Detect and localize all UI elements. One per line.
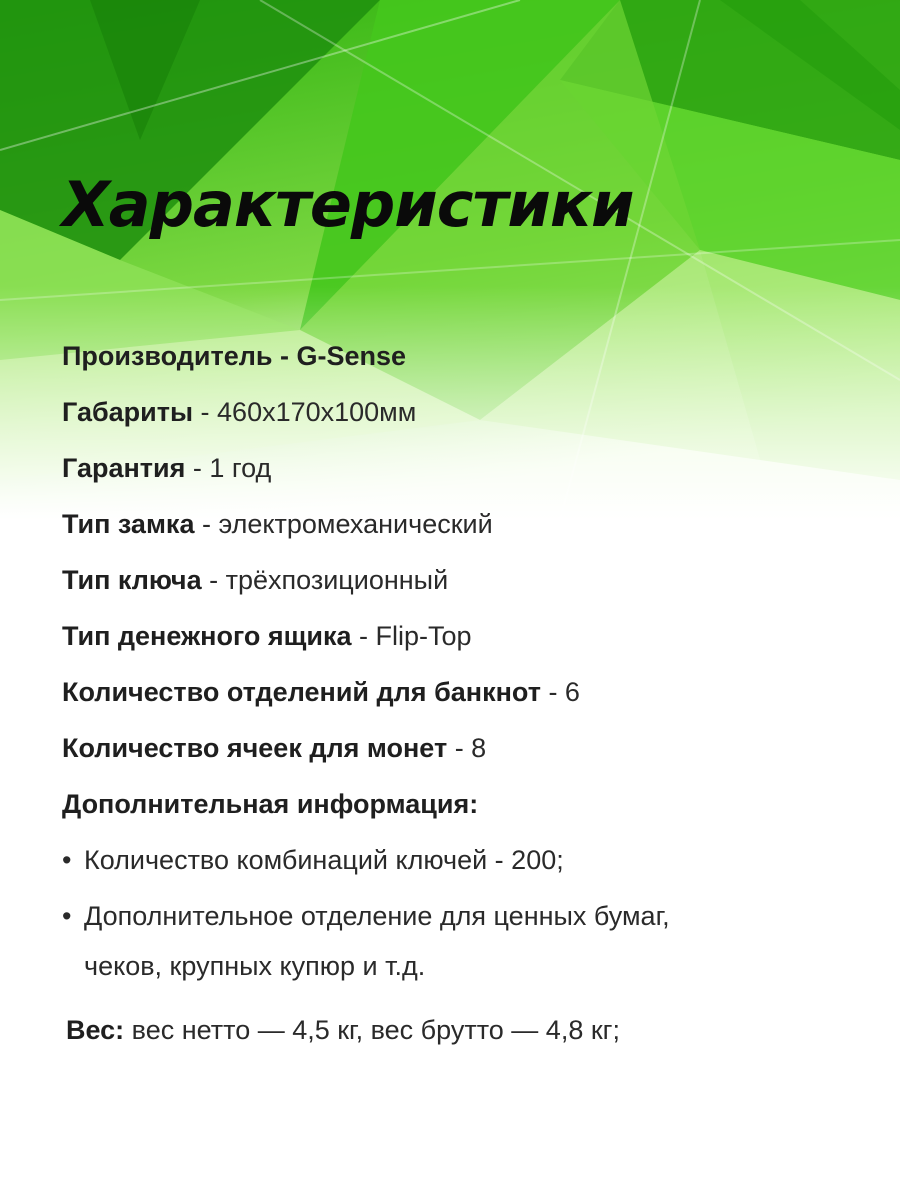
spec-value: - 8 — [447, 733, 487, 763]
spec-value: - 1 год — [185, 453, 272, 483]
bullet-continuation: чеков, крупных купюр и т.д. — [84, 951, 426, 981]
bullet-text: Дополнительное отделение для ценных бумаг, — [84, 901, 670, 931]
spec-label: Тип денежного ящика — [62, 621, 352, 651]
spec-value: - Flip-Top — [351, 621, 472, 651]
spec-value: - 460х170х100мм — [193, 397, 417, 427]
spec-label: Количество отделений для банкнот — [62, 677, 541, 707]
bullet-text: Количество комбинаций ключей - 200; — [84, 845, 564, 875]
spec-value: - электромеханический — [194, 509, 493, 539]
spec-row-coin-cells — [62, 731, 486, 765]
spec-row-banknote-compartments — [62, 675, 580, 709]
bullet-marker: • — [62, 845, 72, 875]
spec-label: Гарантия — [62, 453, 186, 483]
spec-row-additional-info — [62, 787, 478, 821]
spec-label: Дополнительная информация: — [62, 789, 479, 819]
weight-label: Вес: — [66, 1015, 125, 1045]
spec-label: Производитель - G-Sense — [62, 341, 407, 371]
spec-label: Тип ключа — [62, 565, 202, 595]
weight-row — [66, 1013, 620, 1047]
spec-row-drawer-type — [62, 619, 472, 653]
bullet-item-key-combinations — [62, 843, 564, 877]
weight-value: вес нетто — 4,5 кг, вес брутто — 4,8 кг; — [124, 1015, 620, 1045]
spec-value: - 6 — [540, 677, 580, 707]
bullet-item-extra-compartment — [62, 899, 670, 933]
spec-row-warranty — [62, 451, 271, 485]
spec-label: Тип замка — [62, 509, 195, 539]
spec-label: Количество ячеек для монет — [62, 733, 448, 763]
spec-label: Габариты — [62, 397, 194, 427]
spec-row-manufacturer — [62, 339, 406, 373]
spec-value: - трёхпозиционный — [201, 565, 449, 595]
spec-row-dimensions — [62, 395, 416, 429]
spec-row-key-type — [62, 563, 448, 597]
spec-row-lock-type — [62, 507, 493, 541]
bullet-marker: • — [62, 901, 72, 931]
page-title: Характеристики — [62, 168, 634, 241]
